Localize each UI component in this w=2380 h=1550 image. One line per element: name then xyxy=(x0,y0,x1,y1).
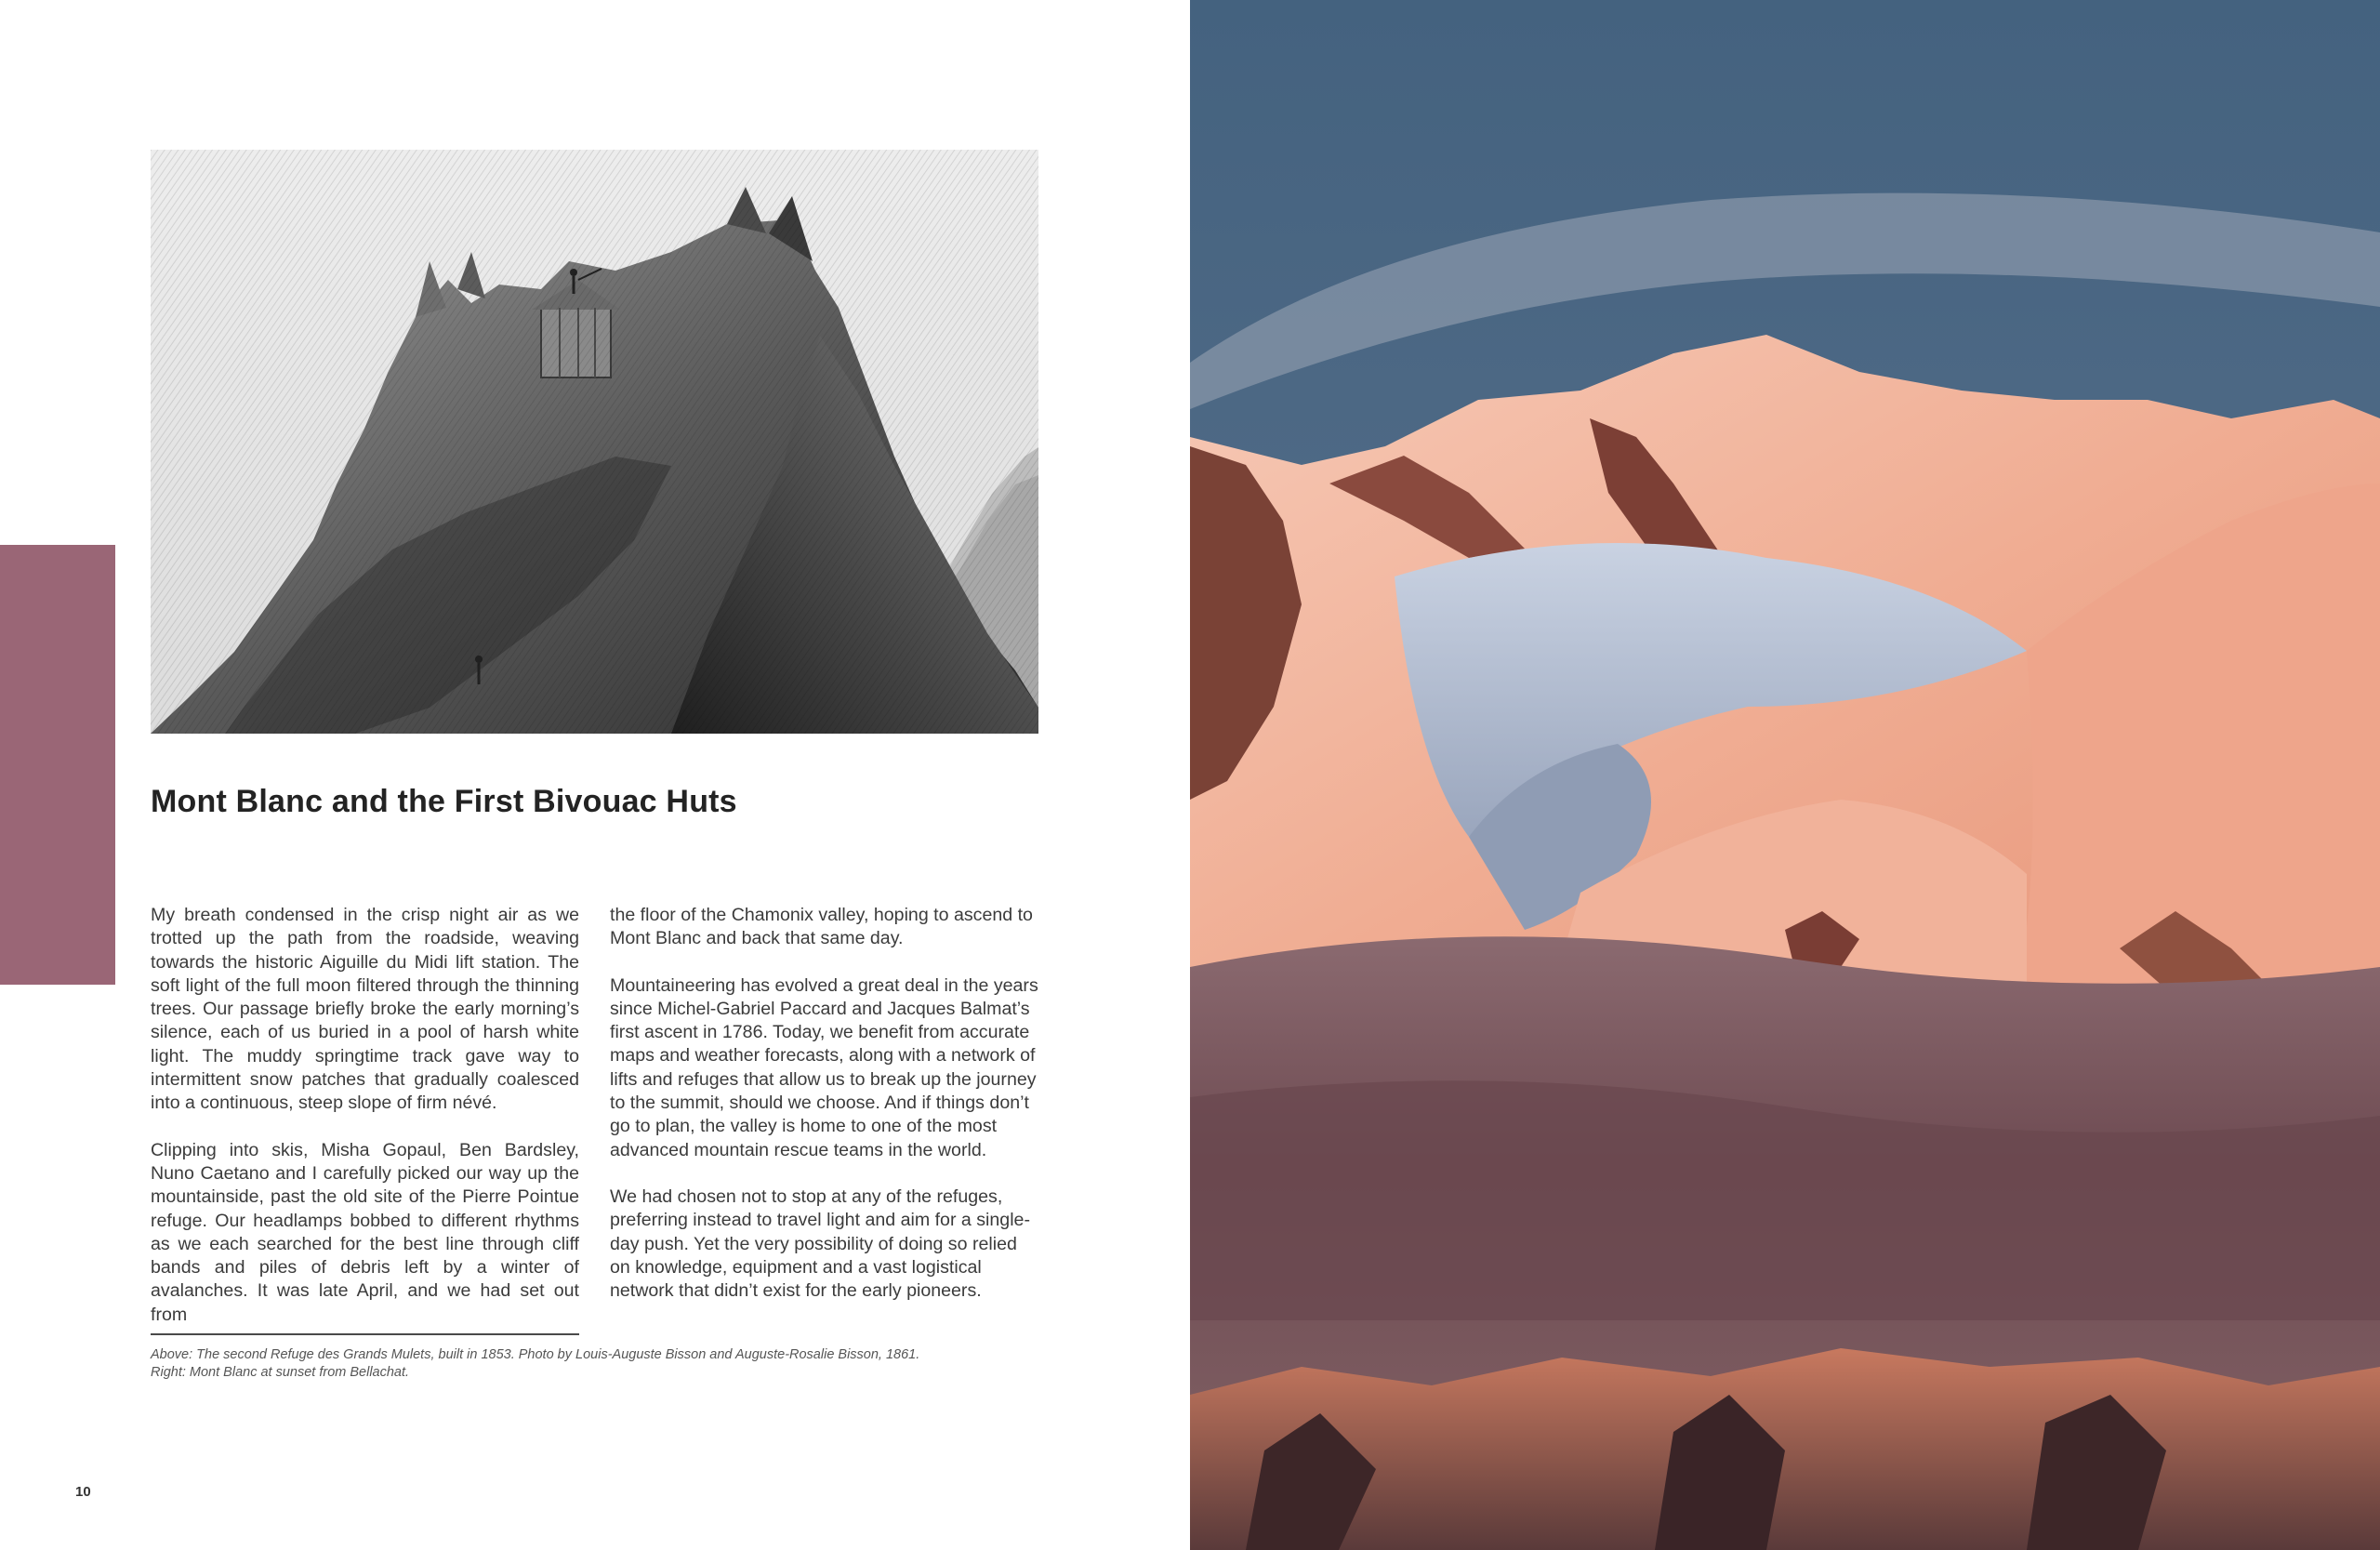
left-text-column xyxy=(151,904,579,1350)
body-paragraph: Mountaineering has evolved a great deal in the years since Michel-Gabriel Paccard and Jacques Balmat’s first ascent in 1786. Today, we benefit from accurate maps and weather forecasts, along with a network of lifts and refuges that allow us to break up the journey to the summit, should we choose. And if things don’t go to plan, the valley is home to one of the most advanced mountain rescue teams in the world. xyxy=(610,974,1038,1160)
photo-captions xyxy=(151,1346,1080,1382)
article-title: Mont Blanc and the First Bivouac Huts xyxy=(151,784,737,819)
caption-above: Above: The second Refuge des Grands Mulets, built in 1853. Photo by Louis-Auguste Bisson and Auguste-Rosalie Bisson, 1861. xyxy=(151,1347,920,1362)
mont-blanc-sunset-photo xyxy=(1190,0,2380,1550)
caption-divider xyxy=(151,1333,579,1335)
body-paragraph: My breath condensed in the crisp night air as we trotted up the path from the roadside, weaving towards the historic Aiguille du Midi lift station. The soft light of the full moon filtered through the thinning trees. Our passage briefly broke the early morning’s silence, each of us buried in a pool of harsh white light. The muddy springtime track gave way to intermittent snow patches that gradually coalesced into a continuous, steep slope of firm névé. xyxy=(151,905,579,1114)
refuge-photo-illustration xyxy=(151,150,1038,734)
right-text-column xyxy=(610,904,1038,1350)
refuge-photo xyxy=(151,150,1038,734)
mont-blanc-illustration xyxy=(1190,0,2380,1550)
article-body xyxy=(151,904,1038,1350)
body-paragraph: Clipping into skis, Misha Gopaul, Ben Bardsley, Nuno Caetano and I carefully picked our way up the mountainside, past the old site of the Pierre Pointue refuge. Our headlamps bobbed to different rhythms as we each searched for the best line through cliff bands and piles of debris left by a winter of avalanches. It was late April, and we had set out from xyxy=(151,1139,579,1325)
accent-bar xyxy=(0,545,115,985)
body-paragraph: the floor of the Chamonix valley, hoping to ascend to Mont Blanc and back that same day. xyxy=(610,905,1033,949)
page-number: 10 xyxy=(75,1484,91,1500)
body-paragraph: We had chosen not to stop at any of the refuges, preferring instead to travel light and aim for a single-day push. Yet the very possibility of doing so relied on knowledge, equipment and a vast logistical network that didn’t exist for the early pioneers. xyxy=(610,1186,1030,1302)
caption-right: Right: Mont Blanc at sunset from Bellachat. xyxy=(151,1365,410,1380)
